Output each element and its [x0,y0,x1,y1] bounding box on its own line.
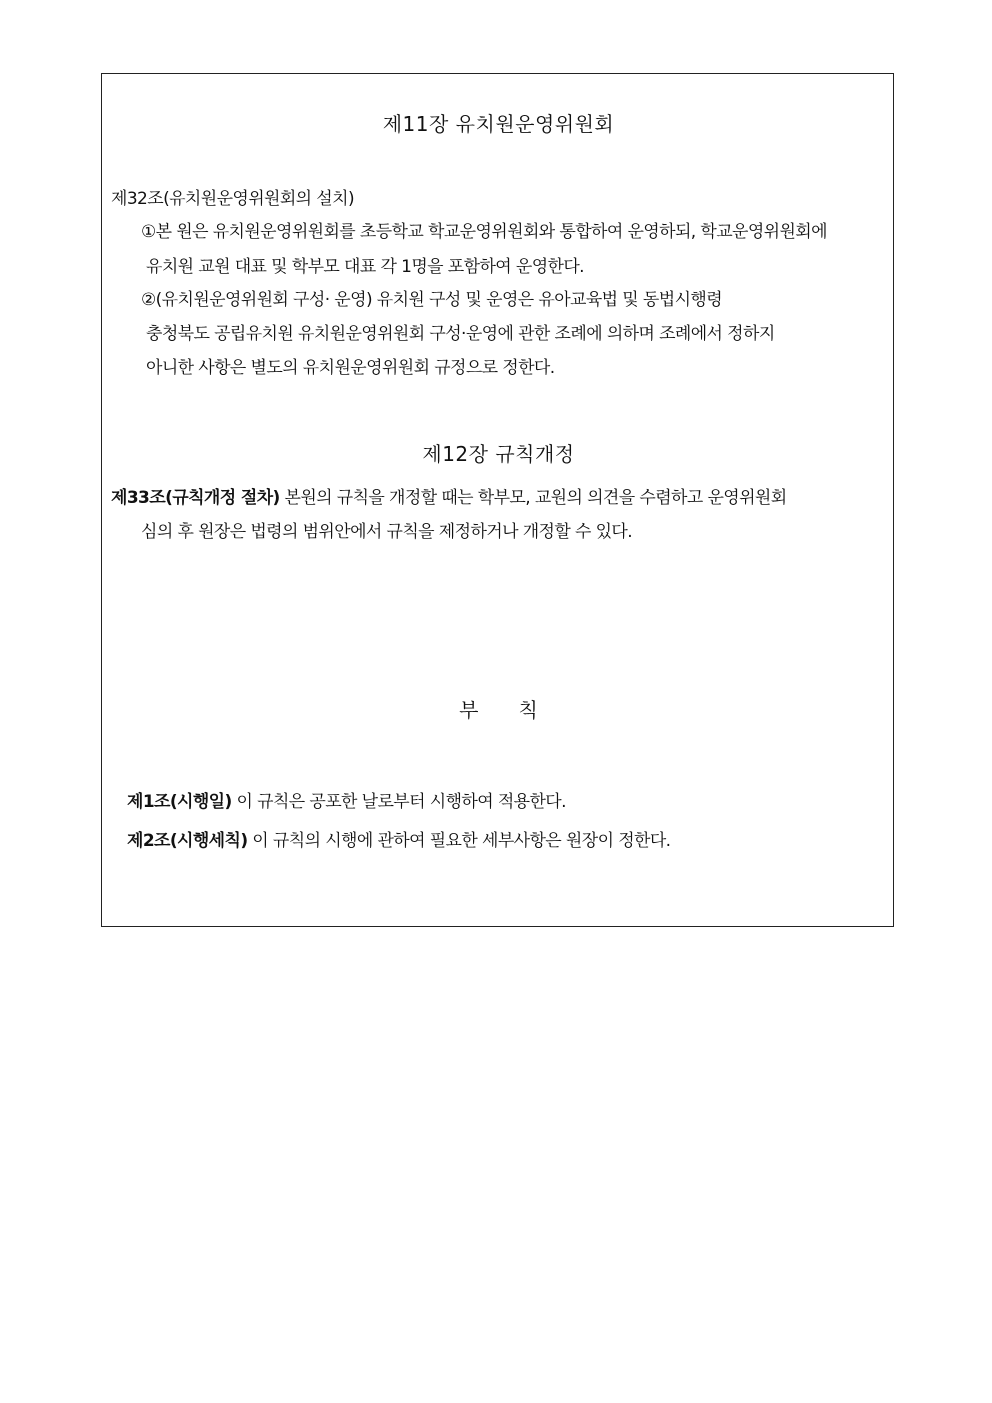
addendum-article-2-heading: 제2조(시행세칙) [127,831,248,851]
addendum-article-2 [127,830,670,852]
addendum-article-2-text: 이 규칙의 시행에 관하여 필요한 세부사항은 원장이 정한다. [247,831,671,851]
chapter-11-title: 제11장 유치원운영위원회 [382,112,615,136]
article-32-para1-line2: 유치원 교원 대표 및 학부모 대표 각 1명을 포함하여 운영한다. [146,257,584,277]
document-frame [101,73,894,927]
chapter-12-title: 제12장 규칙개정 [422,442,575,466]
article-33-text-line2: 심의 후 원장은 법령의 범위안에서 규칙을 제정하거나 개정할 수 있다. [141,522,633,542]
article-32-heading: 제32조(유치원운영위원회의 설치) [111,189,354,209]
addendum-title: 부칙 [459,698,578,722]
addendum-article-1-text: 이 규칙은 공포한 날로부터 시행하여 적용한다. [231,792,566,812]
article-32-para2-line3: 아니한 사항은 별도의 유치원운영위원회 규정으로 정한다. [146,358,555,378]
article-33-text-line1: 본원의 규칙을 개정할 때는 학부모, 교원의 의견을 수렴하고 운영위원회 [279,488,787,508]
addendum-article-1-heading: 제1조(시행일) [127,792,232,812]
article-32-para2-line2: 충청북도 공립유치원 유치원운영위원회 구성·운영에 관한 조례에 의하며 조례에서 정하지 [146,324,775,344]
article-32-para1-line1: ①본 원은 유치원운영위원회를 초등학교 학교운영위원회와 통합하여 운영하되, 학교운영위원회에 [141,222,827,242]
addendum-article-1 [127,791,566,813]
article-32-para2-line1: ②(유치원운영위원회 구성· 운영) 유치원 구성 및 운영은 유아교육법 및 동법시행령 [141,290,723,310]
article-33-line1 [111,487,787,509]
article-33-heading: 제33조(규칙개정 절차) [111,488,280,508]
